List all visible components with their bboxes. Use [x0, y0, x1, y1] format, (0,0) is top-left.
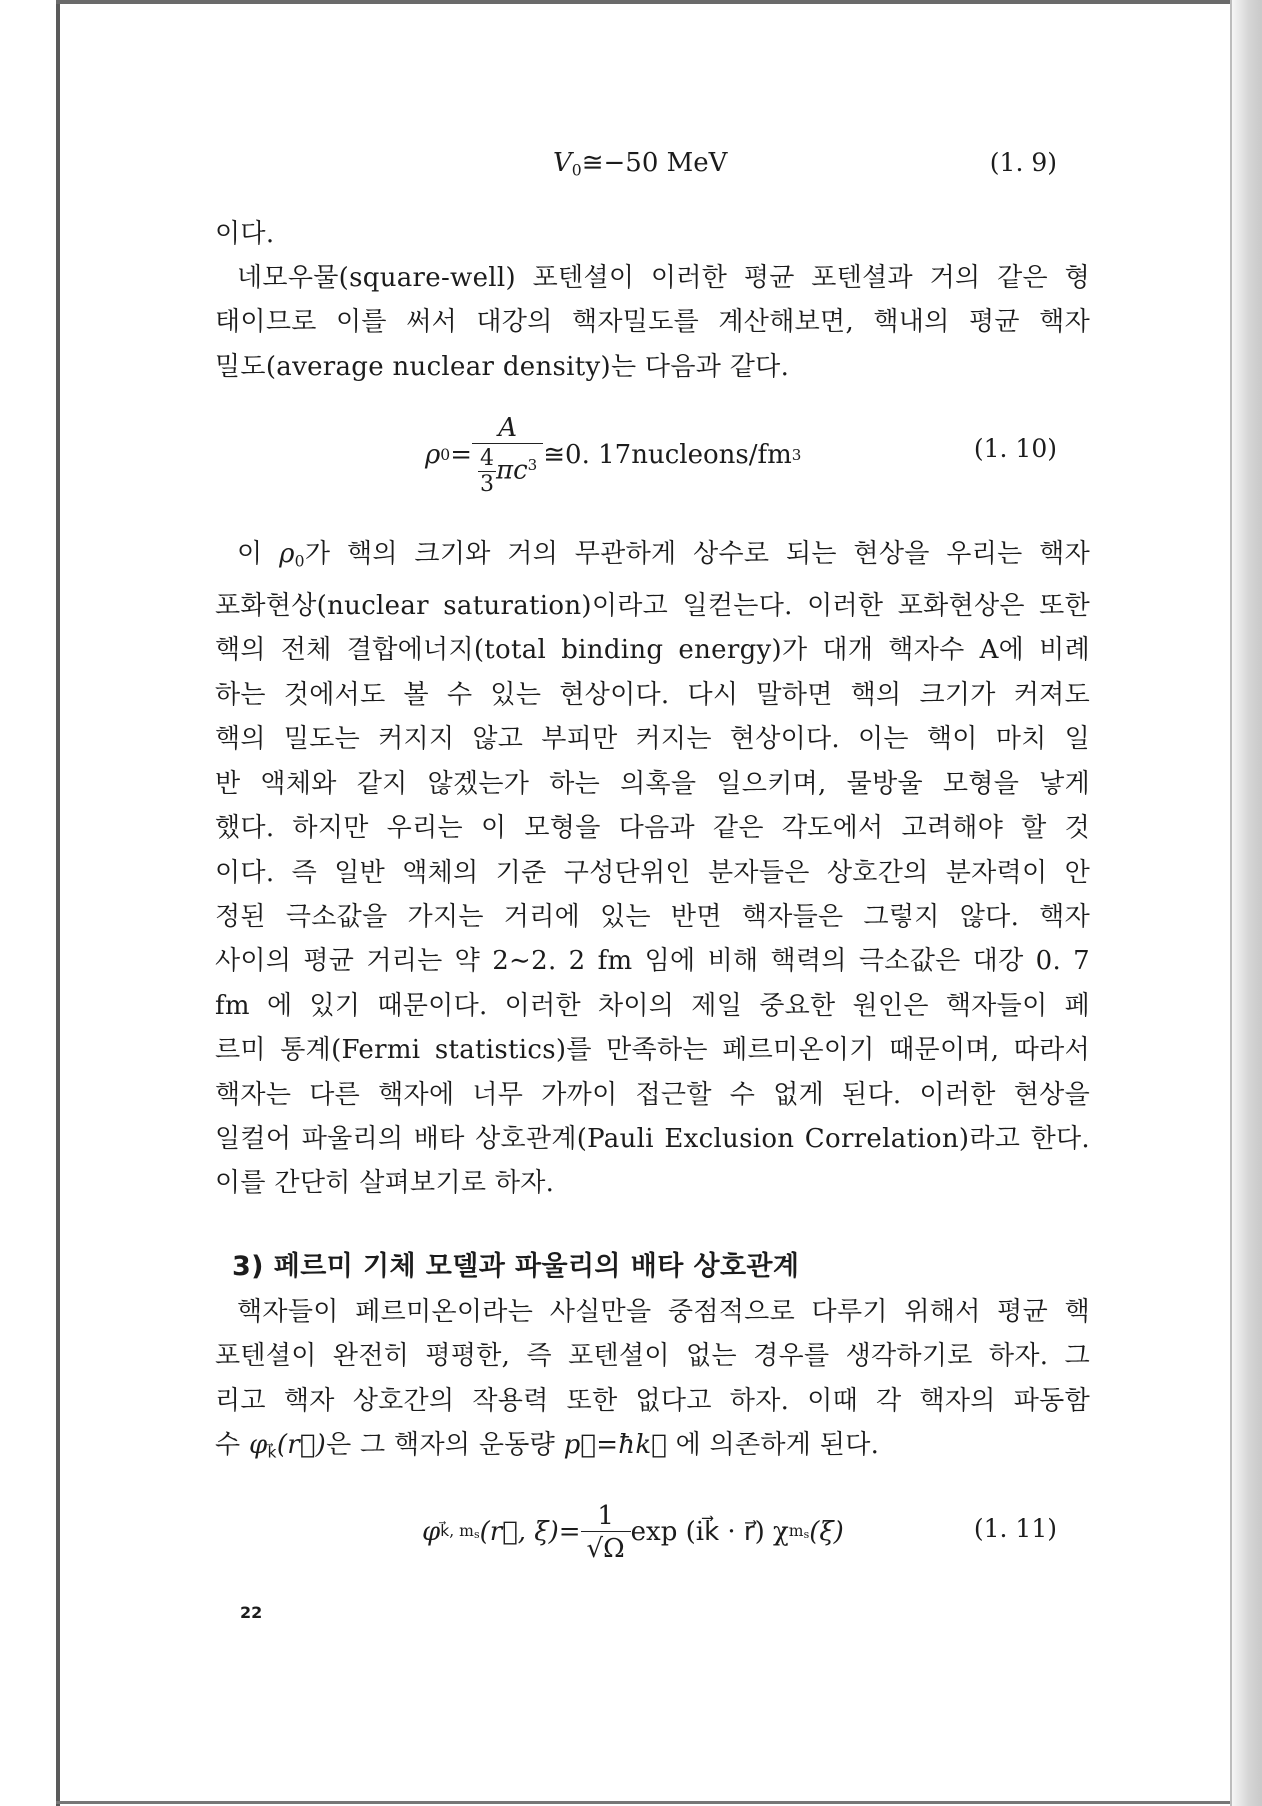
equation-1-9-body: [553, 148, 727, 180]
text-line: 핵자들이 페르미온이라는 사실만을 중점적으로 다루기 위해서 평균 핵: [237, 1297, 1090, 1327]
phi-symbol: φ: [248, 1430, 268, 1461]
text-line: 핵자는 다른 핵자에 너무 가까이 접근할 수 없게 된다. 이러한 현상을: [215, 1079, 1090, 1110]
eq-1-10-lhs: ρ: [425, 440, 441, 470]
text-line: [215, 1423, 1090, 1475]
equation-1-10: [0, 410, 1262, 500]
eq-1-11-lhs-sub-s: s: [473, 1528, 480, 1542]
equation-number: (1. 11): [973, 1514, 1057, 1543]
eq-1-10-rhs: ≅0. 17nucleons/fm: [543, 440, 792, 470]
text-line: [215, 532, 1090, 584]
equation-number: (1. 9): [989, 148, 1057, 177]
eq-1-9-rhs: −50 MeV: [603, 148, 728, 178]
eq-1-11-lhs-sub: [440, 1522, 479, 1541]
rho-symbol: ρ: [279, 539, 295, 569]
text-line: 포화현상(nuclear saturation)이라고 일컫는다. 이러한 포화현상은 또한: [215, 591, 1090, 622]
equation-1-11: [0, 1496, 1262, 1568]
eq-1-11-rhs-args: (ξ): [809, 1517, 844, 1547]
eq-1-9-lhs: V: [553, 148, 572, 178]
eq-1-11-rhs-sub-main: m: [788, 1522, 804, 1541]
text-line: 이다. 즉 일반 액체의 기준 구성단위인 분자들은 상호간의 분자력이 안: [215, 857, 1090, 888]
text-line: 르미 통계(Fermi statistics)를 만족하는 페르미온이기 때문이며, 따라서: [215, 1035, 1090, 1066]
eq-1-10-lhs-sub: 0: [440, 446, 451, 464]
equation-number: (1. 10): [973, 434, 1057, 463]
phi-args: (r⃗): [276, 1430, 327, 1461]
eq-1-10-equals: =: [450, 440, 473, 470]
eq-1-9-lhs-sub: 0: [571, 161, 582, 180]
text-line: 일컬어 파울리의 배타 상호관계(Pauli Exclusion Correlation)라고 한다.: [215, 1123, 1090, 1154]
eq-1-11-rhs-sub: [789, 1522, 809, 1541]
eq-1-10-pi-c: πc: [496, 455, 528, 486]
paragraph-fermi-gas: [215, 1290, 1090, 1475]
eq-1-11-lhs: φ: [422, 1517, 441, 1547]
eq-1-9-rel: ≅: [581, 148, 604, 178]
phi-subscript: k⃗: [267, 1443, 277, 1462]
section-heading: 3) 페르미 기체 모델과 파울리의 배타 상호관계: [232, 1251, 800, 1282]
text-line: 반 액체와 같지 않겠는가 하는 의혹을 일으키며, 물방울 모형을 낳게: [215, 768, 1090, 799]
equation-1-11-body: [422, 1496, 844, 1568]
text-line: 사이의 평균 거리는 약 2∼2. 2 fm 임에 비해 핵력의 극소값은 대강 0. 7: [215, 946, 1090, 977]
text-line: fm 에 있기 때문이다. 이러한 차이의 제일 중요한 원인은 핵자들이 페: [215, 990, 1090, 1021]
text-line: 밀도(average nuclear density)는 다음과 같다.: [215, 351, 790, 382]
text-line: 이를 간단히 살펴보기로 하자.: [215, 1168, 555, 1199]
text-span: 수: [215, 1430, 249, 1461]
text-line: 리고 핵자 상호간의 작용력 또한 없다고 하자. 이때 각 핵자의 파동함: [215, 1385, 1090, 1416]
rho-subscript: 0: [294, 552, 305, 571]
text-span: 은 그 핵자의 운동량: [326, 1430, 564, 1461]
eq-1-11-rhs: exp (ik⃗ · r⃗) χ: [630, 1517, 789, 1547]
eq-1-11-lhs-sub-main: k⃗, m: [440, 1522, 474, 1541]
paragraph-saturation: [215, 532, 1090, 1206]
eq-1-10-three: 3: [480, 472, 495, 497]
eq-1-11-args: (r⃗, ξ): [479, 1517, 559, 1547]
text-line: 하는 것에서도 볼 수 있는 현상이다. 다시 말하면 핵의 크기가 커져도: [215, 679, 1090, 710]
text-line: 네모우물(square-well) 포텐셜이 이러한 평균 포텐셜과 거의 같은 형: [237, 263, 1090, 293]
eq-1-10-four-thirds: [478, 446, 496, 497]
eq-1-11-equals: =: [558, 1517, 581, 1547]
eq-1-11-denominator: √Ω: [581, 1531, 631, 1564]
eq-1-11-rhs-sub-s: s: [803, 1528, 810, 1542]
eq-1-10-numerator: A: [498, 413, 518, 443]
text-line: 이다.: [215, 219, 275, 249]
text-line: 정된 극소값을 가지는 거리에 있는 반면 핵자들은 그렇지 않다. 핵자: [215, 901, 1090, 932]
eq-1-10-den-sup: 3: [527, 456, 538, 475]
momentum-expression: p⃗=ħk⃗: [563, 1430, 667, 1461]
text-line: 했다. 하지만 우리는 이 모형을 다음과 같은 각도에서 고려해야 할 것: [215, 813, 1090, 844]
text-line: 포텐셜이 완전히 평평한, 즉 포텐셜이 없는 경우를 생각하기로 하자. 그: [215, 1341, 1090, 1372]
eq-1-10-four: 4: [480, 446, 495, 471]
eq-1-10-rhs-sup: 3: [791, 446, 802, 464]
paragraph-after-eq-1-9: [215, 212, 1090, 256]
page-number: 22: [240, 1603, 263, 1622]
eq-1-10-denominator: [472, 443, 543, 497]
paragraph-square-well: [215, 256, 1090, 389]
text-line: 핵의 밀도는 커지지 않고 부피만 커지는 현상이다. 이는 핵이 마치 일: [215, 724, 1090, 755]
eq-1-11-fraction: [581, 1501, 631, 1564]
eq-1-11-numerator: 1: [597, 1500, 614, 1531]
eq-1-10-fraction: [472, 413, 543, 497]
text-line: 핵의 전체 결합에너지(total binding energy)가 대개 핵자수 A에 비례: [215, 635, 1090, 666]
text-span: 이: [237, 539, 280, 569]
text-span: 가 핵의 크기와 거의 무관하게 상수로 되는 현상을 우리는 핵자: [304, 539, 1091, 569]
text-span: 에 의존하게 된다.: [667, 1430, 880, 1461]
text-line: 태이므로 이를 써서 대강의 핵자밀도를 계산해보면, 핵내의 평균 핵자: [215, 307, 1090, 338]
equation-1-10-body: [425, 410, 801, 500]
